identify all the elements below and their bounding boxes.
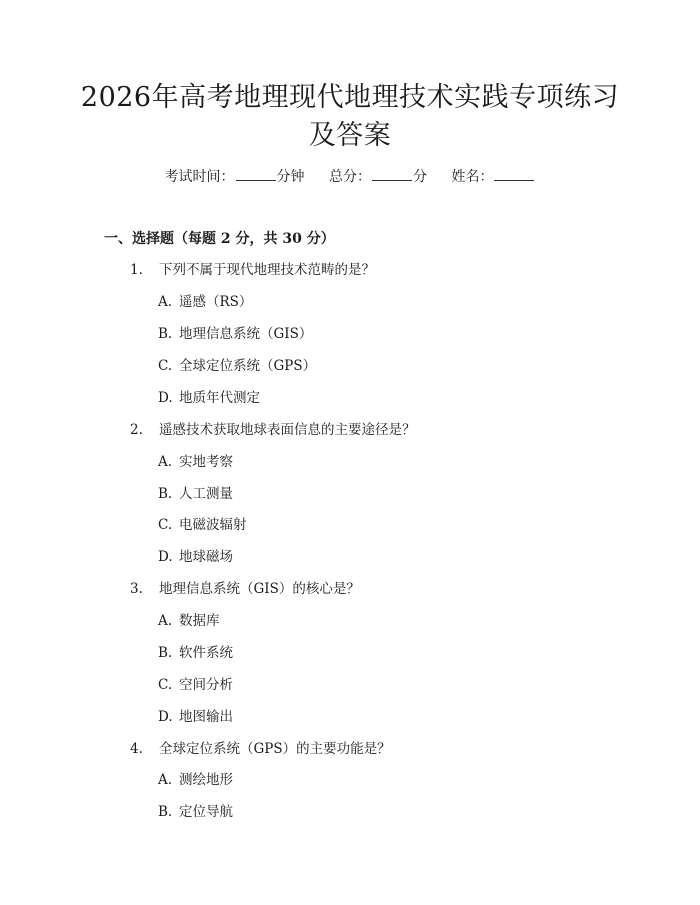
option-text: 地球磁场 — [179, 549, 233, 565]
option-text: 地理信息系统（GIS） — [179, 326, 313, 342]
question-number: 3. — [130, 581, 143, 597]
option-text: 地图输出 — [179, 709, 233, 725]
option-text: 地质年代测定 — [179, 390, 260, 406]
question-text: 地理信息系统（GIS）的核心是？ — [159, 581, 360, 597]
option-text: 定位导航 — [179, 804, 233, 820]
student-name-blank — [494, 167, 534, 181]
option-letter: C. — [158, 677, 173, 693]
exam-time-field — [165, 167, 305, 187]
document-title-line-1: 2026年高考地理现代地理技术实践专项练习 — [80, 82, 620, 113]
question-text: 遥感技术获取地球表面信息的主要途径是？ — [159, 422, 416, 438]
option-text: 软件系统 — [179, 645, 233, 661]
question-text: 下列不属于现代地理技术范畴的是？ — [159, 262, 375, 278]
option-letter: A. — [158, 772, 173, 788]
option-text: 电磁波辐射 — [179, 517, 247, 533]
option-letter: D. — [158, 709, 173, 725]
total-score-field — [329, 167, 427, 187]
option-letter: B. — [158, 326, 173, 342]
total-score-blank — [372, 167, 412, 181]
option-text: 遥感（RS） — [179, 294, 253, 310]
option-text: 空间分析 — [179, 677, 233, 693]
document-title-line-2: 及答案 — [308, 120, 392, 151]
option-text: 测绘地形 — [179, 772, 233, 788]
question-number: 4. — [130, 741, 143, 757]
exam-time-label: 考试时间： — [164, 169, 235, 185]
option-letter: B. — [158, 645, 173, 661]
option-text: 数据库 — [179, 613, 220, 629]
option-letter: B. — [158, 804, 173, 820]
option-text: 实地考察 — [179, 454, 233, 470]
option-letter: B. — [158, 486, 173, 502]
total-score-unit: 分 — [413, 169, 427, 185]
question-text: 全球定位系统（GPS）的主要功能是？ — [159, 741, 391, 757]
option-letter: C. — [158, 517, 173, 533]
section-heading-multiple-choice: 一、选择题（每题 2 分，共 30 分） — [104, 231, 335, 247]
option-letter: D. — [158, 549, 173, 565]
option-text: 全球定位系统（GPS） — [179, 358, 317, 374]
question-number: 2. — [130, 422, 143, 438]
question-number: 1. — [130, 262, 143, 278]
student-name-label: 姓名： — [451, 169, 494, 185]
option-letter: A. — [158, 613, 173, 629]
option-letter: D. — [158, 390, 173, 406]
option-letter: C. — [158, 358, 173, 374]
option-text: 人工测量 — [179, 486, 233, 502]
exam-time-unit: 分钟 — [276, 169, 305, 185]
total-score-label: 总分： — [329, 169, 371, 185]
exam-meta-row — [0, 167, 700, 187]
student-name-field — [451, 167, 535, 187]
option-letter: A. — [158, 294, 173, 310]
exam-time-blank — [236, 167, 276, 181]
option-letter: A. — [158, 454, 173, 470]
